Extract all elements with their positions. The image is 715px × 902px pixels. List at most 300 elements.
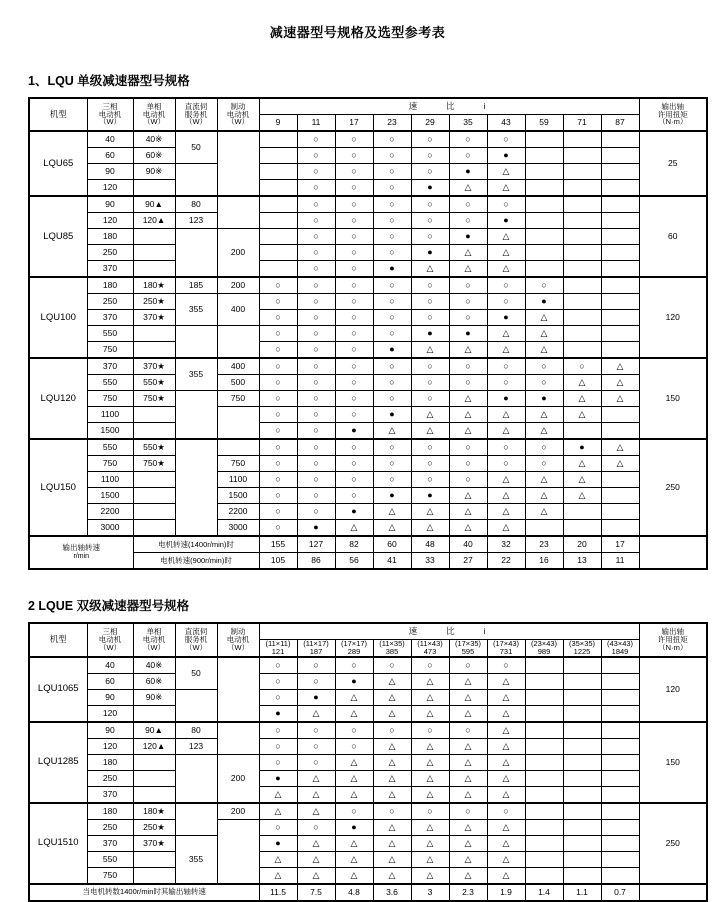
table-row xyxy=(29,164,707,180)
ratio-cell: ○ xyxy=(373,722,411,739)
single-phase-value xyxy=(133,326,175,342)
ratio-cell: ○ xyxy=(411,375,449,391)
ratio-cell: △ xyxy=(373,423,411,440)
ratio-cell xyxy=(601,689,639,705)
brake-value-blank xyxy=(217,819,259,884)
ratio-cell: △ xyxy=(335,786,373,803)
dc-servo-value: 50 xyxy=(175,657,217,690)
ratio-cell: ○ xyxy=(297,456,335,472)
ratio-cell: ● xyxy=(259,770,297,786)
ratio-cell: ○ xyxy=(297,277,335,294)
ratio-cell: △ xyxy=(411,754,449,770)
ratio-cell: ○ xyxy=(411,196,449,213)
three-phase-value: 90 xyxy=(87,689,133,705)
header-single-phase: 单相 电动机 （W） xyxy=(133,98,175,131)
brake-value xyxy=(217,657,259,722)
section-1-title: 1、LQU 单级减速器型号规格 xyxy=(28,74,190,88)
ratio-cell: △ xyxy=(487,770,525,786)
ratio-cell: ○ xyxy=(335,261,373,278)
single-phase-value: 180★ xyxy=(133,803,175,820)
speed-value: 33 xyxy=(411,553,449,570)
ratio-cell: △ xyxy=(373,504,411,520)
ratio-cell xyxy=(259,196,297,213)
header-ratio-group: 速 比 i xyxy=(259,98,639,115)
model-cell: LQU1065 xyxy=(29,657,87,722)
three-phase-value: 40 xyxy=(87,657,133,674)
ratio-cell: ○ xyxy=(335,738,373,754)
ratio-cell: △ xyxy=(259,851,297,867)
table-row xyxy=(29,196,707,213)
ratio-cell: △ xyxy=(487,423,525,440)
ratio-cell: ○ xyxy=(335,803,373,820)
model-cell: LQU65 xyxy=(29,131,87,196)
ratio-cell: ○ xyxy=(335,180,373,197)
ratio-cell: △ xyxy=(525,407,563,423)
ratio-cell: ● xyxy=(411,326,449,342)
ratio-cell: △ xyxy=(487,261,525,278)
ratio-cell: ○ xyxy=(335,131,373,148)
ratio-cell: △ xyxy=(373,851,411,867)
ratio-cell xyxy=(601,213,639,229)
ratio-cell xyxy=(601,754,639,770)
speed-value: 127 xyxy=(297,536,335,553)
three-phase-value: 370 xyxy=(87,786,133,803)
ratio-cell xyxy=(601,423,639,440)
three-phase-value: 250 xyxy=(87,770,133,786)
ratio-cell: ○ xyxy=(373,439,411,456)
ratio-cell xyxy=(259,229,297,245)
ratio-cell: ● xyxy=(373,488,411,504)
ratio-cell: ○ xyxy=(259,488,297,504)
ratio-cell xyxy=(601,472,639,488)
ratio-cell: ○ xyxy=(449,196,487,213)
model-cell: LQU85 xyxy=(29,196,87,277)
header-dc-servo: 直流伺 服务机 （W） xyxy=(175,623,217,657)
ratio-cell xyxy=(601,148,639,164)
brake-value xyxy=(217,722,259,755)
table-lque-double-stage xyxy=(28,622,708,902)
ratio-cell: △ xyxy=(373,520,411,537)
motor-speed-label-900: 电机转速(900r/min)时 xyxy=(133,553,259,570)
dc-servo-value xyxy=(175,754,217,803)
ratio-cell: △ xyxy=(449,851,487,867)
ratio-col-7: 59 xyxy=(525,115,563,132)
ratio-cell xyxy=(601,657,639,674)
ratio-cell: △ xyxy=(411,835,449,851)
ratio-cell: ○ xyxy=(259,277,297,294)
ratio-cell: △ xyxy=(297,786,335,803)
ratio-cell: ○ xyxy=(411,229,449,245)
brake-value: 1500 xyxy=(217,488,259,504)
ratio-cell: △ xyxy=(449,520,487,537)
ratio-cell: ○ xyxy=(297,819,335,835)
single-phase-value xyxy=(133,770,175,786)
ratio-cell: △ xyxy=(449,786,487,803)
ratio-cell: △ xyxy=(373,835,411,851)
ratio-cell xyxy=(601,164,639,180)
ratio-col-2: 17 xyxy=(335,115,373,132)
ratio-cell: ○ xyxy=(373,131,411,148)
ratio-cell xyxy=(259,180,297,197)
ratio-cell: △ xyxy=(487,472,525,488)
speed-value: 3.6 xyxy=(373,884,411,901)
ratio-cell: △ xyxy=(601,439,639,456)
ratio-cell: ○ xyxy=(297,213,335,229)
ratio-cell: ○ xyxy=(449,722,487,739)
ratio-cell: △ xyxy=(335,835,373,851)
ratio-cell xyxy=(525,196,563,213)
table-row xyxy=(29,213,707,229)
ratio-cell: ○ xyxy=(259,472,297,488)
ratio-cell xyxy=(563,722,601,739)
ratio-cell: ○ xyxy=(449,375,487,391)
single-phase-value: 180★ xyxy=(133,277,175,294)
ratio-cell: ○ xyxy=(335,196,373,213)
table-row xyxy=(29,326,707,342)
ratio-cell: ○ xyxy=(373,456,411,472)
brake-value xyxy=(217,326,259,359)
single-phase-value xyxy=(133,488,175,504)
three-phase-value: 2200 xyxy=(87,504,133,520)
ratio-cell xyxy=(601,310,639,326)
ratio-col-4: (11×43) 473 xyxy=(411,640,449,657)
ratio-cell xyxy=(601,294,639,310)
ratio-cell: ○ xyxy=(411,456,449,472)
speed-value: 105 xyxy=(259,553,297,570)
ratio-cell: ○ xyxy=(449,472,487,488)
ratio-cell: ○ xyxy=(487,375,525,391)
footer-blank xyxy=(639,884,707,901)
table-row xyxy=(29,786,707,803)
ratio-cell xyxy=(525,803,563,820)
brake-value: 2200 xyxy=(217,504,259,520)
ratio-cell: ○ xyxy=(297,488,335,504)
three-phase-value: 750 xyxy=(87,391,133,407)
ratio-cell xyxy=(525,851,563,867)
ratio-cell: ○ xyxy=(259,342,297,359)
ratio-col-8: (35×35) 1225 xyxy=(563,640,601,657)
ratio-cell: ○ xyxy=(335,358,373,375)
ratio-cell xyxy=(601,504,639,520)
table-row xyxy=(29,342,707,359)
brake-value: 1100 xyxy=(217,472,259,488)
ratio-cell: △ xyxy=(259,867,297,884)
ratio-cell: △ xyxy=(373,770,411,786)
ratio-cell: ● xyxy=(335,423,373,440)
ratio-cell xyxy=(525,520,563,537)
header-brake: 制动 电动机 （W） xyxy=(217,623,259,657)
speed-value: 60 xyxy=(373,536,411,553)
ratio-cell xyxy=(601,835,639,851)
table-row xyxy=(29,819,707,835)
ratio-cell: △ xyxy=(335,851,373,867)
speed-value: 1.9 xyxy=(487,884,525,901)
output-speed-row xyxy=(29,536,707,553)
ratio-cell: ○ xyxy=(259,310,297,326)
single-phase-value xyxy=(133,261,175,278)
ratio-cell xyxy=(259,148,297,164)
ratio-cell: ○ xyxy=(297,261,335,278)
ratio-cell: ○ xyxy=(335,326,373,342)
single-phase-value: 250★ xyxy=(133,294,175,310)
ratio-cell xyxy=(563,294,601,310)
ratio-cell: ○ xyxy=(449,131,487,148)
ratio-cell: ○ xyxy=(449,148,487,164)
ratio-col-1: (11×17) 187 xyxy=(297,640,335,657)
speed-value: 7.5 xyxy=(297,884,335,901)
ratio-cell: ● xyxy=(449,164,487,180)
ratio-cell: △ xyxy=(373,786,411,803)
table-row xyxy=(29,705,707,722)
table-row xyxy=(29,245,707,261)
ratio-cell: △ xyxy=(449,261,487,278)
dc-servo-value xyxy=(175,689,217,722)
ratio-cell: ○ xyxy=(335,164,373,180)
ratio-cell: △ xyxy=(487,738,525,754)
section-2-title: 2 LQUE 双级减速器型号规格 xyxy=(28,599,190,613)
table-row xyxy=(29,738,707,754)
ratio-cell: ○ xyxy=(449,803,487,820)
ratio-cell: ○ xyxy=(297,180,335,197)
ratio-cell xyxy=(563,803,601,820)
three-phase-value: 370 xyxy=(87,261,133,278)
ratio-cell xyxy=(601,738,639,754)
ratio-cell xyxy=(525,131,563,148)
ratio-cell: ○ xyxy=(297,148,335,164)
ratio-cell xyxy=(601,180,639,197)
table-row xyxy=(29,770,707,786)
ratio-cell xyxy=(601,196,639,213)
ratio-cell xyxy=(563,851,601,867)
ratio-col-2: (17×17) 289 xyxy=(335,640,373,657)
speed-value: 23 xyxy=(525,536,563,553)
ratio-cell: ○ xyxy=(373,196,411,213)
ratio-cell: ○ xyxy=(449,294,487,310)
dc-servo-value: 80 xyxy=(175,722,217,739)
ratio-cell: △ xyxy=(449,835,487,851)
ratio-cell: △ xyxy=(601,456,639,472)
ratio-cell xyxy=(259,131,297,148)
ratio-cell: △ xyxy=(449,245,487,261)
ratio-cell: ○ xyxy=(297,472,335,488)
ratio-cell: ● xyxy=(449,326,487,342)
ratio-cell: ○ xyxy=(259,439,297,456)
ratio-col-0: 9 xyxy=(259,115,297,132)
ratio-cell: ○ xyxy=(297,131,335,148)
ratio-cell xyxy=(563,213,601,229)
ratio-cell: △ xyxy=(335,705,373,722)
speed-value: 2.3 xyxy=(449,884,487,901)
ratio-cell xyxy=(259,261,297,278)
single-phase-value: 90※ xyxy=(133,164,175,180)
table-row xyxy=(29,439,707,456)
ratio-cell: △ xyxy=(297,867,335,884)
ratio-cell xyxy=(563,196,601,213)
table-row xyxy=(29,657,707,674)
torque-cell: 25 xyxy=(639,131,707,196)
ratio-col-9: (43×43) 1849 xyxy=(601,640,639,657)
model-cell: LQU1285 xyxy=(29,722,87,803)
ratio-cell: ○ xyxy=(297,439,335,456)
ratio-cell: △ xyxy=(487,819,525,835)
single-phase-value: 370★ xyxy=(133,835,175,851)
ratio-cell: △ xyxy=(487,504,525,520)
ratio-cell: ● xyxy=(373,407,411,423)
ratio-cell: ○ xyxy=(411,803,449,820)
single-phase-value xyxy=(133,407,175,423)
ratio-cell: ○ xyxy=(297,196,335,213)
single-phase-value xyxy=(133,520,175,537)
ratio-cell: △ xyxy=(449,391,487,407)
brake-value: 750 xyxy=(217,456,259,472)
ratio-cell: ○ xyxy=(373,657,411,674)
ratio-cell: ○ xyxy=(373,391,411,407)
ratio-cell: △ xyxy=(449,738,487,754)
speed-value: 0.7 xyxy=(601,884,639,901)
dc-servo-value xyxy=(175,391,217,440)
ratio-cell: ○ xyxy=(335,229,373,245)
speed-value: 41 xyxy=(373,553,411,570)
single-phase-value: 40※ xyxy=(133,131,175,148)
ratio-cell: ○ xyxy=(525,358,563,375)
ratio-cell: △ xyxy=(487,673,525,689)
speed-value: 1.4 xyxy=(525,884,563,901)
ratio-cell: ○ xyxy=(297,358,335,375)
ratio-cell: ○ xyxy=(335,148,373,164)
three-phase-value: 250 xyxy=(87,245,133,261)
brake-value: 3000 xyxy=(217,520,259,537)
ratio-cell: ○ xyxy=(335,391,373,407)
brake-value: 400 xyxy=(217,294,259,326)
table-row xyxy=(29,520,707,537)
ratio-cell: ○ xyxy=(335,342,373,359)
single-phase-value: 550★ xyxy=(133,439,175,456)
ratio-cell: △ xyxy=(297,835,335,851)
ratio-cell xyxy=(525,261,563,278)
three-phase-value: 180 xyxy=(87,754,133,770)
ratio-cell xyxy=(563,229,601,245)
ratio-cell xyxy=(563,705,601,722)
ratio-cell: △ xyxy=(487,689,525,705)
ratio-cell: ○ xyxy=(525,375,563,391)
ratio-cell: △ xyxy=(487,229,525,245)
header-dc-servo: 直流伺 服务机 （W） xyxy=(175,98,217,131)
ratio-cell xyxy=(563,164,601,180)
ratio-cell: △ xyxy=(449,488,487,504)
ratio-cell xyxy=(525,705,563,722)
three-phase-value: 1100 xyxy=(87,472,133,488)
ratio-cell: ○ xyxy=(449,277,487,294)
ratio-cell: ○ xyxy=(335,472,373,488)
ratio-cell: ○ xyxy=(449,213,487,229)
ratio-cell xyxy=(601,819,639,835)
ratio-cell: ○ xyxy=(297,245,335,261)
ratio-cell xyxy=(563,770,601,786)
ratio-cell: ○ xyxy=(411,213,449,229)
ratio-cell: ○ xyxy=(487,294,525,310)
ratio-cell: △ xyxy=(411,342,449,359)
ratio-cell: ○ xyxy=(259,819,297,835)
ratio-cell: ○ xyxy=(487,439,525,456)
single-phase-value: 90▲ xyxy=(133,196,175,213)
table-row xyxy=(29,391,707,407)
ratio-cell xyxy=(525,835,563,851)
output-speed-label: 输出轴转速 r/min xyxy=(29,536,133,569)
ratio-cell xyxy=(601,705,639,722)
ratio-cell: △ xyxy=(449,180,487,197)
ratio-cell: ○ xyxy=(411,472,449,488)
ratio-cell: △ xyxy=(487,786,525,803)
ratio-cell: ● xyxy=(487,310,525,326)
ratio-cell: ● xyxy=(411,180,449,197)
ratio-cell: ○ xyxy=(411,391,449,407)
table-row xyxy=(29,673,707,689)
brake-value: 200 xyxy=(217,803,259,820)
ratio-cell: ○ xyxy=(411,358,449,375)
header-model: 机型 xyxy=(29,623,87,657)
ratio-cell: ● xyxy=(563,439,601,456)
page-title: 减速器型号规格及选型参考表 xyxy=(269,25,446,40)
three-phase-value: 370 xyxy=(87,835,133,851)
three-phase-value: 1100 xyxy=(87,407,133,423)
ratio-cell xyxy=(525,245,563,261)
dc-servo-value xyxy=(175,326,217,359)
speed-value: 16 xyxy=(525,553,563,570)
speed-value: 13 xyxy=(563,553,601,570)
single-phase-value: 120▲ xyxy=(133,738,175,754)
header-single-phase: 单相 电动机 （W） xyxy=(133,623,175,657)
ratio-cell: ● xyxy=(487,148,525,164)
ratio-cell xyxy=(525,657,563,674)
single-phase-value xyxy=(133,180,175,197)
table-row xyxy=(29,689,707,705)
ratio-cell: △ xyxy=(297,803,335,820)
ratio-cell: ○ xyxy=(297,657,335,674)
ratio-cell xyxy=(601,229,639,245)
torque-cell: 150 xyxy=(639,358,707,439)
ratio-cell: △ xyxy=(373,673,411,689)
ratio-cell: ○ xyxy=(525,277,563,294)
ratio-cell: ● xyxy=(525,294,563,310)
dc-servo-value: 355 xyxy=(175,358,217,391)
ratio-cell: ○ xyxy=(411,164,449,180)
table-row xyxy=(29,375,707,391)
table-row xyxy=(29,803,707,820)
ratio-cell: △ xyxy=(487,488,525,504)
ratio-cell: ○ xyxy=(487,131,525,148)
ratio-cell: △ xyxy=(525,310,563,326)
three-phase-value: 40 xyxy=(87,131,133,148)
ratio-cell xyxy=(525,164,563,180)
ratio-cell: △ xyxy=(335,867,373,884)
ratio-cell xyxy=(259,164,297,180)
table-row xyxy=(29,835,707,851)
three-phase-value: 120 xyxy=(87,180,133,197)
ratio-cell: △ xyxy=(449,504,487,520)
ratio-cell xyxy=(525,673,563,689)
ratio-cell: △ xyxy=(335,770,373,786)
three-phase-value: 550 xyxy=(87,851,133,867)
ratio-cell: △ xyxy=(449,705,487,722)
ratio-cell: △ xyxy=(411,423,449,440)
table-row xyxy=(29,488,707,504)
ratio-cell: ○ xyxy=(259,326,297,342)
three-phase-value: 120 xyxy=(87,738,133,754)
table-row xyxy=(29,294,707,310)
ratio-cell: △ xyxy=(411,261,449,278)
ratio-cell: ○ xyxy=(297,342,335,359)
ratio-cell xyxy=(563,261,601,278)
